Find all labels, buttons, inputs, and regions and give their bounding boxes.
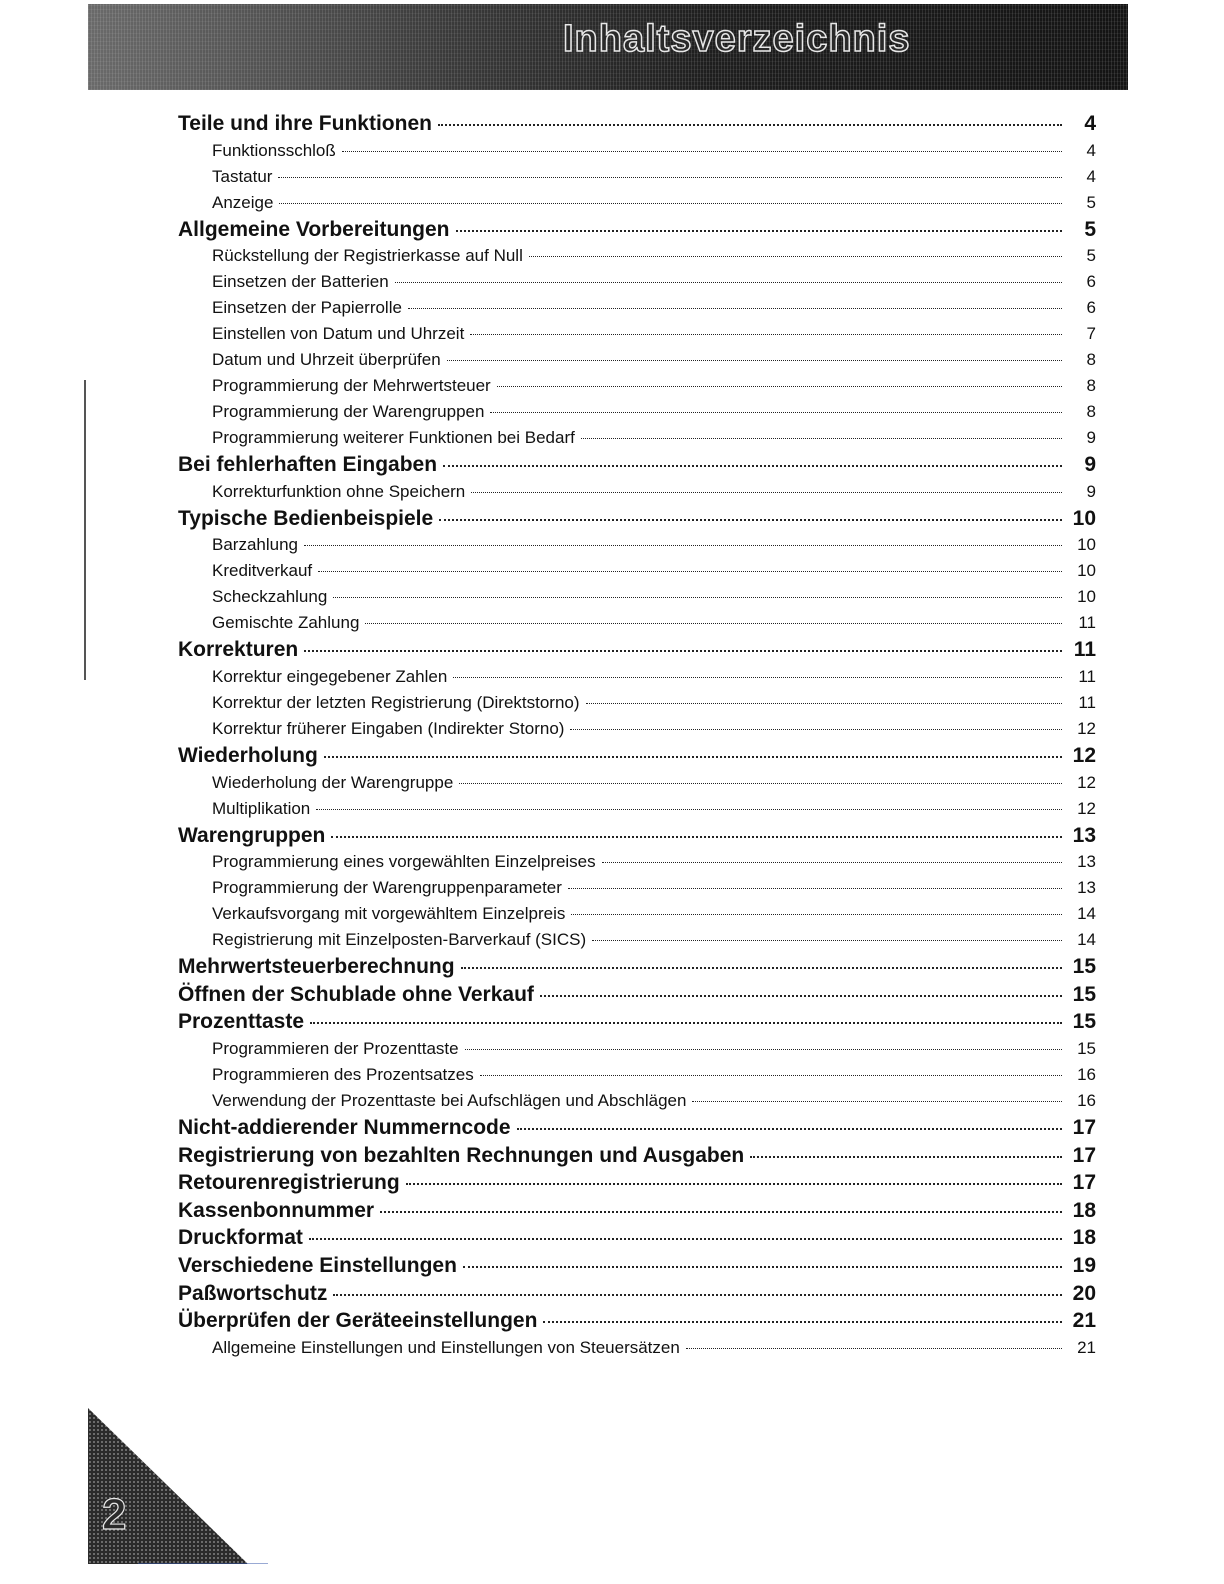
toc-chapter-row [178,1224,1096,1252]
toc-page-number: 12 [1077,772,1096,792]
toc-dot-leader [568,888,1062,889]
toc-entry-label: Einstellen von Datum und Uhrzeit [212,324,465,344]
toc-entry-label: Nicht-addierender Nummerncode [178,1115,511,1139]
toc-section-row [178,347,1096,373]
toc-entry-label: Korrektur der letzten Registrierung (Direktstorno) [212,692,580,712]
toc-entry-label: Programmierung der Warengruppenparameter [212,878,562,898]
toc-entry-label: Registrierung von bezahlten Rechnungen und Ausgaben [178,1143,745,1167]
toc-section-row [178,321,1096,347]
toc-entry-label: Funktionsschloß [212,140,336,160]
toc-entry-label: Gemischte Zahlung [212,613,360,633]
toc-dot-leader [278,177,1062,178]
toc-dot-leader [686,1348,1062,1349]
toc-dot-leader [750,1156,1062,1158]
margin-rule [84,380,86,680]
toc-dot-leader [465,1049,1062,1050]
toc-page-number: 9 [1086,428,1096,448]
toc-page-number: 13 [1072,823,1096,847]
toc-dot-leader [408,308,1062,309]
toc-section-row [178,138,1096,164]
toc-dot-leader [459,783,1062,784]
toc-entry-label: Wiederholung [178,743,318,767]
toc-dot-leader [395,282,1062,283]
toc-page-number: 9 [1084,453,1096,477]
toc-section-row [178,1335,1096,1361]
toc-entry-label: Druckformat [178,1226,303,1250]
toc-chapter-row [178,981,1096,1009]
toc-dot-leader [517,1128,1062,1130]
toc-section-row [178,295,1096,321]
toc-entry-label: Paßwortschutz [178,1281,328,1305]
toc-dot-leader [692,1101,1062,1102]
toc-entry-label: Rückstellung der Registrierkasse auf Null [212,246,523,266]
toc-entry-label: Bei fehlerhaften Eingaben [178,453,438,477]
toc-page-number: 5 [1086,246,1096,266]
toc-page-number: 9 [1086,481,1096,501]
toc-entry-label: Kassenbonnummer [178,1198,375,1222]
toc-page-number: 17 [1072,1171,1096,1195]
toc-page-number: 13 [1077,852,1096,872]
toc-dot-leader [497,386,1062,387]
toc-page-number: 15 [1072,1010,1096,1034]
toc-entry-label: Verwendung der Prozenttaste bei Aufschlägen und Abschlägen [212,1090,687,1110]
toc-page-number: 11 [1073,638,1096,662]
toc-entry-label: Verschiedene Einstellungen [178,1253,457,1277]
toc-page-number: 19 [1072,1253,1096,1277]
toc-page-number: 20 [1072,1281,1096,1305]
toc-section-row [178,796,1096,822]
toc-section-row [178,1062,1096,1088]
toc-page-number: 12 [1077,718,1096,738]
toc-entry-label: Typische Bedienbeispiele [178,506,434,530]
toc-section-row [178,532,1096,558]
toc-section-row [178,243,1096,269]
toc-dot-leader [570,729,1062,730]
toc-dot-leader [447,360,1062,361]
toc-dot-leader [406,1183,1062,1185]
toc-entry-label: Programmierung eines vorgewählten Einzelpreises [212,852,596,872]
toc-page-number: 5 [1086,192,1096,212]
toc-dot-leader [470,334,1062,335]
toc-section-row [178,716,1096,742]
toc-page-number: 4 [1084,112,1096,135]
toc-section-row [178,425,1096,451]
toc-entry-label: Programmieren der Prozenttaste [212,1038,459,1058]
toc-page-number: 5 [1084,217,1096,241]
toc-page-number: 13 [1077,878,1096,898]
toc-chapter-row [178,1142,1096,1170]
toc-dot-leader [471,492,1062,493]
toc-chapter-row [178,1114,1096,1142]
toc-entry-label: Programmieren des Prozentsatzes [212,1064,474,1084]
toc-entry-label: Korrektur früherer Eingaben (Indirekter Storno) [212,718,565,738]
toc-page-number: 11 [1078,613,1096,633]
toc-dot-leader [602,862,1062,863]
toc-section-row [178,901,1096,927]
toc-dot-leader [318,571,1062,572]
toc-section-row [178,399,1096,425]
toc-dot-leader [365,623,1062,624]
toc-dot-leader [316,809,1062,810]
toc-entry-label: Multiplikation [212,798,311,818]
toc-dot-leader [279,203,1062,204]
toc-page-number: 16 [1077,1090,1096,1110]
toc-section-row [178,875,1096,901]
toc-dot-leader [443,465,1062,467]
toc-dot-leader [310,1022,1062,1024]
toc-dot-leader [543,1321,1062,1323]
toc-entry-label: Warengruppen [178,823,326,847]
toc-section-row [178,610,1096,636]
toc-chapter-row [178,216,1096,244]
toc-entry-label: Barzahlung [212,535,299,555]
toc-dot-leader [331,836,1062,838]
toc-page-number: 12 [1077,798,1096,818]
toc-page-number: 12 [1072,743,1096,767]
toc-entry-label: Verkaufsvorgang mit vorgewähltem Einzelpreis [212,904,566,924]
toc-dot-leader [309,1238,1062,1240]
toc-page-number: 10 [1077,561,1096,581]
toc-dot-leader [342,151,1062,152]
toc-entry-label: Anzeige [212,192,274,212]
toc-chapter-row [178,822,1096,850]
toc-chapter-row [178,1252,1096,1280]
toc-entry-label: Tastatur [212,166,273,186]
toc-page-number: 4 [1086,140,1096,160]
toc-chapter-row [178,1307,1096,1335]
toc-entry-label: Wiederholung der Warengruppe [212,772,454,792]
toc-chapter-row [178,742,1096,770]
toc-section-row [178,164,1096,190]
toc-section-row [178,664,1096,690]
toc-page-number: 15 [1077,1038,1096,1058]
toc-section-row [178,190,1096,216]
toc-section-row [178,927,1096,953]
page-number: 2 [102,1490,127,1539]
toc-dot-leader [581,438,1062,439]
toc-entry-label: Datum und Uhrzeit überprüfen [212,350,441,370]
toc-page-number: 8 [1086,402,1096,422]
toc-page-number: 18 [1072,1198,1096,1222]
toc-entry-label: Scheckzahlung [212,587,328,607]
toc-entry-label: Korrektur eingegebener Zahlen [212,666,448,686]
toc-entry-label: Programmierung der Warengruppen [212,402,485,422]
toc-entry-label: Prozenttaste [178,1010,305,1034]
toc-page-number: 17 [1072,1115,1096,1139]
toc-page-number: 10 [1077,587,1096,607]
toc-chapter-row [178,636,1096,664]
toc-entry-label: Öffnen der Schublade ohne Verkauf [178,982,534,1006]
corner-triangle-graphic [88,1408,268,1564]
toc-entry-label: Allgemeine Vorbereitungen [178,217,450,241]
toc-page-number: 17 [1072,1143,1096,1167]
toc-page-number: 14 [1077,904,1096,924]
page-title: Inhaltsverzeichnis [563,18,911,60]
toc-page-number: 6 [1086,298,1096,318]
toc-dot-leader [592,940,1062,941]
toc-chapter-row [178,1280,1096,1308]
toc-page-number: 16 [1077,1064,1096,1084]
toc-chapter-row [178,1008,1096,1036]
toc-page-number: 21 [1077,1337,1096,1357]
toc-dot-leader [456,230,1063,232]
toc-dot-leader [333,1294,1062,1296]
toc-page-number: 21 [1072,1309,1096,1333]
toc-section-row [178,269,1096,295]
toc-section-row [178,479,1096,505]
toc-section-row [178,849,1096,875]
toc-page-number: 11 [1078,692,1096,712]
toc-page-number: 8 [1086,350,1096,370]
toc-entry-label: Überprüfen der Geräteeinstellungen [178,1309,538,1333]
toc-section-row [178,690,1096,716]
toc-dot-leader [439,519,1062,521]
toc-page-number: 10 [1077,535,1096,555]
toc-entry-label: Retourenregistrierung [178,1171,400,1195]
toc-entry-label: Mehrwertsteuerberechnung [178,955,455,979]
toc-chapter-row [178,1169,1096,1197]
toc-section-row [178,558,1096,584]
toc-entry-label: Registrierung mit Einzelposten-Barverkauf (SICS) [212,930,587,950]
toc-dot-leader [480,1075,1062,1076]
toc-chapter-row [178,451,1096,479]
toc-entry-label: Programmierung weiterer Funktionen bei Bedarf [212,428,575,448]
table-of-contents [178,110,1096,1361]
toc-section-row [178,373,1096,399]
toc-page-number: 11 [1078,666,1096,686]
toc-entry-label: Programmierung der Mehrwertsteuer [212,376,491,396]
toc-entry-label: Kreditverkauf [212,561,313,581]
toc-entry-label: Teile und ihre Funktionen [178,112,432,135]
toc-dot-leader [540,995,1062,997]
toc-dot-leader [586,703,1062,704]
toc-section-row [178,1088,1096,1114]
toc-dot-leader [463,1266,1062,1268]
toc-section-row [178,1036,1096,1062]
toc-dot-leader [304,545,1062,546]
toc-dot-leader [333,597,1062,598]
toc-page-number: 8 [1086,376,1096,396]
toc-dot-leader [571,914,1062,915]
toc-dot-leader [380,1211,1062,1213]
header-banner [88,4,1128,90]
toc-dot-leader [461,967,1062,969]
toc-page-number: 7 [1086,324,1096,344]
toc-page-number: 4 [1086,166,1096,186]
toc-page-number: 15 [1072,955,1096,979]
toc-entry-label: Korrekturen [178,638,299,662]
toc-chapter-row [178,953,1096,981]
toc-page-number: 10 [1072,506,1096,530]
toc-dot-leader [490,412,1062,413]
toc-page-number: 14 [1077,930,1096,950]
toc-page-number: 15 [1072,982,1096,1006]
toc-chapter-row [178,1197,1096,1225]
toc-entry-label: Einsetzen der Batterien [212,272,389,292]
toc-section-row [178,770,1096,796]
toc-section-row [178,584,1096,610]
toc-chapter-row [178,505,1096,533]
toc-dot-leader [324,756,1062,758]
toc-entry-label: Allgemeine Einstellungen und Einstellungen von Steuersätzen [212,1337,680,1357]
toc-dot-leader [453,677,1062,678]
toc-entry-label: Einsetzen der Papierrolle [212,298,402,318]
toc-page-number: 18 [1072,1226,1096,1250]
toc-entry-label: Korrekturfunktion ohne Speichern [212,481,466,501]
page-corner [88,1408,268,1564]
toc-dot-leader [438,124,1062,126]
toc-dot-leader [529,256,1062,257]
toc-page-number: 6 [1086,272,1096,292]
toc-dot-leader [304,650,1062,652]
toc-chapter-row [178,110,1096,138]
